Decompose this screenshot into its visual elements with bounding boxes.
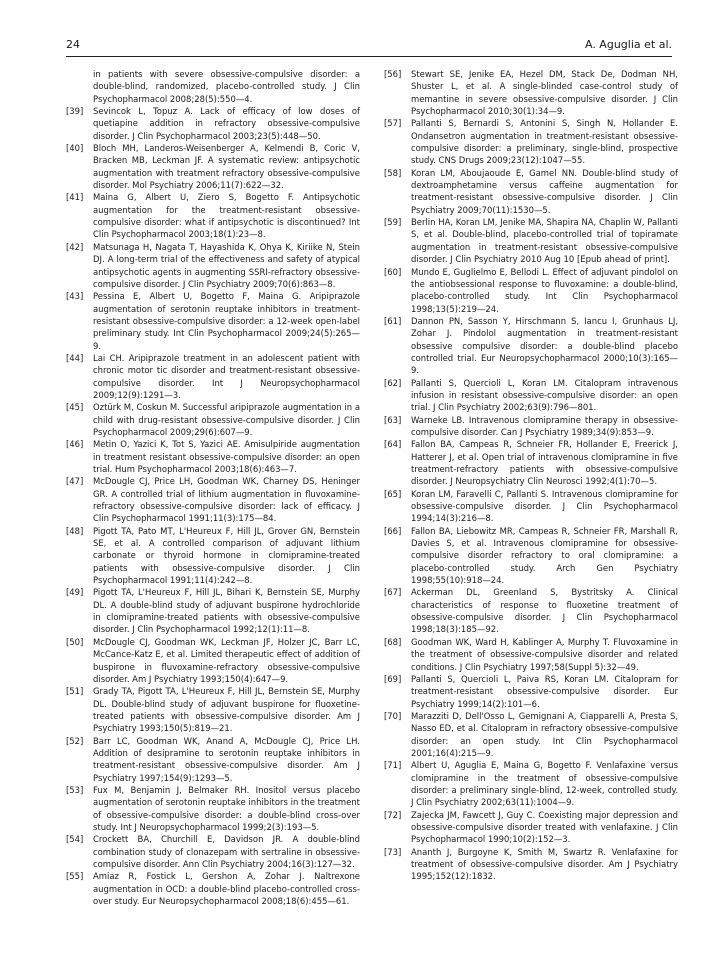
reference-text: Metin O, Yazici K, Tot S, Yazici AE. Amisulpiride augmentation in treatment resistant obsessive-compulsive disorder: an open trial. Hum Psychopharmacol 2003;18(6):463—7. bbox=[93, 439, 360, 474]
reference-entry bbox=[66, 685, 360, 734]
reference-number: [65] bbox=[384, 488, 402, 499]
reference-entry bbox=[66, 290, 360, 352]
reference-entry bbox=[66, 870, 360, 907]
reference-number: [61] bbox=[384, 315, 402, 326]
reference-entry bbox=[66, 636, 360, 685]
reference-entry bbox=[384, 809, 678, 846]
reference-text: Ananth J, Burgoyne K, Smith M, Swartz R. Venlafaxine for treatment of obsessive-compulsive disorder. Am J Psychiatry 1995;152(12):1832. bbox=[411, 846, 678, 882]
reference-text: Grady TA, Pigott TA, L'Heureux F, Hill JL, Bernstein SE, Murphy DL. Double-blind study of adjuvant buspirone for fluoxetine-treated patients with obsessive-compulsive disorder. Am J Psychiatry 1993;150(5):819—21. bbox=[93, 686, 360, 734]
reference-number: [63] bbox=[384, 414, 402, 425]
reference-text: Crockett BA, Churchill E, Davidson JR. A double-blind combination study of clonazepam with sertraline in obsessive-compulsive disorder. Ann Clin Psychiatry 2004;16(3):127—32. bbox=[93, 834, 360, 869]
reference-number: [70] bbox=[384, 710, 402, 721]
reference-entry bbox=[384, 438, 678, 487]
reference-text: in patients with severe obsessive-compulsive disorder: a double-blind, randomized, placebo-controlled study. J Clin Psychopharmacol 2008;28(5):550—4. bbox=[93, 69, 360, 104]
reference-entry bbox=[66, 525, 360, 587]
reference-text: McDougle CJ, Goodman WK, Leckman JF, Holzer JC, Barr LC, McCance-Katz E, et al. Limited therapeutic effect of addition of buspirone in fluvoxamine-refractory obsessive-compulsive disorder. Am J Psychiatry 1993;150(4):647—9. bbox=[93, 636, 360, 684]
reference-number: [66] bbox=[384, 525, 402, 536]
reference-text: Fallon BA, Liebowitz MR, Campeas R, Schneier FR, Marshall R, Davies S, et al. Intravenous clomipramine for obsessive-compulsive disorder refractory to oral clomipramine: a placebo-controlled study. Arch Gen Psychiatry 1998;55(10):918—24. bbox=[411, 525, 678, 586]
reference-entry bbox=[384, 414, 678, 439]
reference-entry bbox=[66, 105, 360, 142]
reference-number: [53] bbox=[66, 784, 84, 795]
reference-entry bbox=[66, 191, 360, 240]
reference-entry bbox=[66, 735, 360, 784]
reference-text: Stewart SE, Jenike EA, Hezel DM, Stack De, Dodman NH, Shuster L, et al. A single-blinded case-control study of memantine in severe obsessive-compulsive disorder. J Clin Psychopharmacol 2010;30(1):34—9. bbox=[411, 69, 678, 117]
reference-text: Marazziti D, Dell'Osso L, Gemignani A, Ciapparelli A, Presta S, Nasso ED, et al. Citalopram in refractory obsessive-compulsive disorder: an open study. Int Clin Psychopharmacol 2001;16(4):215—9. bbox=[411, 710, 678, 758]
left-reference-column bbox=[66, 68, 360, 907]
reference-entry bbox=[384, 846, 678, 883]
reference-number: [58] bbox=[384, 167, 402, 178]
reference-entry bbox=[66, 833, 360, 870]
reference-text: Dannon PN, Sasson Y, Hirschmann S, Iancu I, Grunhaus LJ, Zohar J. Pindolol augmentation in treatment-resistant obsessive compulsive disorder: a double-blind placebo controlled trial. Eur Neuropsychopharmacol 2000;10(3):165—9. bbox=[411, 315, 678, 376]
reference-entry bbox=[384, 525, 678, 587]
reference-entry bbox=[66, 586, 360, 635]
reference-number: [72] bbox=[384, 809, 402, 820]
reference-number: [73] bbox=[384, 846, 402, 857]
reference-number: [68] bbox=[384, 636, 402, 647]
reference-entry bbox=[66, 68, 360, 105]
reference-entry bbox=[66, 142, 360, 191]
reference-text: Zajecka JM, Fawcett J, Guy C. Coexisting major depression and obsessive-compulsive disorder treated with venlafaxine. J Clin Psychopharmacol 1990;10(2):152—3. bbox=[411, 809, 678, 845]
right-reference-column bbox=[384, 68, 678, 883]
header-rule bbox=[66, 56, 672, 57]
reference-text: Ackerman DL, Greenland S, Bystritsky A. Clinical characteristics of response to fluoxetine treatment of obsessive-compulsive disorder. J Clin Psychopharmacol 1998;18(3):185—92. bbox=[411, 587, 678, 635]
reference-number: [71] bbox=[384, 760, 402, 771]
reference-text: Berlin HA, Koran LM, Jenike MA, Shapira NA, Chaplin W, Pallanti S, et al. Double-blind, placebo-controlled trial of topiramate augmentation in treatment-resistant obsessive-compulsive disorder. J Clin Psychiatry 2010 Aug 10 [Epub ahead of print]. bbox=[411, 217, 678, 265]
reference-text: Maina G, Albert U, Ziero S, Bogetto F. Antipsychotic augmentation for the treatment-resistant obsessive-compulsive disorder: what if antipsychotic is discontinued? Int Clin Psychopharmacol 2003;18(1):23—8. bbox=[93, 192, 360, 240]
reference-number: [59] bbox=[384, 217, 402, 228]
reference-text: Oztürk M, Coskun M. Successful aripiprazole augmentation in a child with drug-resistant obsessive-compulsive disorder. J Clin Psychopharmacol 2009;29(6):607—9. bbox=[93, 402, 360, 437]
reference-number: [43] bbox=[66, 291, 84, 302]
reference-entry bbox=[384, 167, 678, 216]
running-author: A. Aguglia et al. bbox=[584, 38, 672, 51]
reference-text: Pallanti S, Quercioli L, Paiva RS, Koran LM. Citalopram for treatment-resistant obsessive-compulsive disorder. Eur Psychiatry 1999;14(2):101—6. bbox=[411, 673, 678, 709]
reference-entry bbox=[66, 241, 360, 290]
reference-number: [57] bbox=[384, 118, 402, 129]
reference-text: Fux M, Benjamin J, Belmaker RH. Inositol versus placebo augmentation of serotonin reuptake inhibitors in the treatment of obsessive-compulsive disorder: a double-blind cross-over study. Int J Neuropsychopharmacol 1999;2(3):193—5. bbox=[93, 784, 360, 832]
reference-entry bbox=[66, 475, 360, 524]
reference-text: Fallon BA, Campeas R, Schneier FR, Hollander E, Freerick J, Hatterer J, et al. Open trial of intravenous clomipramine in five treatment-refractory patients with obsessive-compulsive disorder. J Neuropsychiatry Clin Neurosci 1992;4(1):70—5. bbox=[411, 439, 678, 487]
page-number: 24 bbox=[66, 38, 80, 51]
reference-number: [64] bbox=[384, 439, 402, 450]
reference-text: McDougle CJ, Price LH, Goodman WK, Charney DS, Heninger GR. A controlled trial of lithium augmentation in fluvoxamine-refractory obsessive-compulsive disorder: lack of efficacy. J Clin Psychopharmacol 1991;11(3):175—84. bbox=[93, 476, 360, 524]
reference-number: [49] bbox=[66, 587, 84, 598]
reference-text: Pessina E, Albert U, Bogetto F, Maina G. Aripiprazole augmentation of serotonin reuptake inhibitors in treatment-resistant obsessive-compulsive disorder: a 12-week open-label preliminary study. Int Clin Psychopharmacol 2009;24(5):265—9. bbox=[93, 291, 360, 351]
reference-text: Koran LM, Faravelli C, Pallanti S. Intravenous clomipramine for obsessive-compulsive disorder. J Clin Psychopharmacol 1994;14(3):216—8. bbox=[411, 488, 678, 524]
reference-text: Pallanti S, Bernardi S, Antonini S, Singh N, Hollander E. Ondansetron augmentation in treatment-resistant obsessive-compulsive disorder: a preliminary, single-blind, prospective study. CNS Drugs 2009;23(12):1047—55. bbox=[411, 118, 678, 166]
reference-number: [48] bbox=[66, 525, 84, 536]
reference-entry bbox=[384, 636, 678, 673]
reference-text: Mundo E, Guglielmo E, Bellodi L. Effect of adjuvant pindolol on the antiobsessional response to fluvoxamine: a double-blind, placebo-controlled study. Int Clin Psychopharmacol 1998;13(5):219—24. bbox=[411, 266, 678, 314]
reference-entry bbox=[66, 784, 360, 833]
reference-number: [69] bbox=[384, 673, 402, 684]
reference-text: Koran LM, Aboujaoude E, Gamel NN. Double-blind study of dextroamphetamine versus caffeine augmentation for treatment-resistant obsessive-compulsive disorder. J Clin Psychiatry 2009;70(11):1530—5. bbox=[411, 167, 678, 215]
reference-text: Warneke LB. Intravenous clomipramine therapy in obsessive-compulsive disorder. Can J Psychiatry 1989;34(9):853—9. bbox=[411, 414, 678, 437]
reference-text: Lai CH. Aripiprazole treatment in an adolescent patient with chronic motor tic disorder and treatment-resistant obsessive-compulsive disorder. Int J Neuropsychopharmacol 2009;12(9):1291—3. bbox=[93, 352, 360, 400]
reference-number: [47] bbox=[66, 476, 84, 487]
reference-number: [52] bbox=[66, 735, 84, 746]
reference-entry bbox=[384, 216, 678, 265]
reference-text: Amiaz R, Fostick L, Gershon A, Zohar J. Naltrexone augmentation in OCD: a double-blind placebo-controlled cross-over study. Eur Neuropsychopharmacol 2008;18(6):455—61. bbox=[93, 871, 360, 907]
reference-entry bbox=[384, 673, 678, 710]
reference-number: [44] bbox=[66, 352, 84, 363]
reference-entry bbox=[384, 759, 678, 808]
reference-number: [55] bbox=[66, 871, 84, 882]
reference-number: [67] bbox=[384, 587, 402, 598]
reference-entry bbox=[384, 488, 678, 525]
reference-number: [50] bbox=[66, 636, 84, 647]
reference-text: Albert U, Aguglia E, Maina G, Bogetto F. Venlafaxine versus clomipramine in the treatment of obsessive-compulsive disorder: a preliminary single-blind, 12-week, controlled study. J Clin Psychiatry 2002;63(11):1004—9. bbox=[411, 760, 678, 808]
reference-number: [54] bbox=[66, 834, 84, 845]
reference-text: Pigott TA, L'Heureux F, Hill JL, Bihari K, Bernstein SE, Murphy DL. A double-blind study of adjuvant buspirone hydrochloride in clomipramine-treated patients with obsessive-compulsive disorder. J Clin Psychopharmacol 1992;12(1):11—8. bbox=[93, 587, 360, 635]
reference-number: [62] bbox=[384, 377, 402, 388]
reference-text: Goodman WK, Ward H, Kablinger A, Murphy T. Fluvoxamine in the treatment of obsessive-compulsive disorder and related conditions. J Clin Psychiatry 1997;58(Suppl 5):32—49. bbox=[411, 636, 678, 672]
reference-text: Pigott TA, Pato MT, L'Heureux F, Hill JL, Grover GN, Bernstein SE, et al. A controlled comparison of adjuvant lithium carbonate or thyroid hormone in clomipramine-treated patients with obsessive-compulsive disorder. J Clin Psychopharmacol 1991;11(4):242—8. bbox=[93, 525, 360, 586]
reference-number: [40] bbox=[66, 143, 84, 154]
reference-entry bbox=[66, 352, 360, 401]
reference-entry bbox=[66, 438, 360, 475]
reference-number: [41] bbox=[66, 192, 84, 203]
reference-number: [39] bbox=[66, 106, 84, 117]
reference-number: [42] bbox=[66, 241, 84, 252]
reference-text: Matsunaga H, Nagata T, Hayashida K, Ohya K, Kiriike N, Stein DJ. A long-term trial of the effectiveness and safety of atypical antipsychotic agents in augmenting SSRI-refractory obsessive-compulsive disorder. J Clin Psychiatry 2009;70(6):863—8. bbox=[93, 241, 360, 289]
reference-entry bbox=[384, 315, 678, 377]
reference-entry bbox=[66, 401, 360, 438]
reference-number: [46] bbox=[66, 439, 84, 450]
reference-number: [56] bbox=[384, 69, 402, 79]
reference-text: Sevincok L, Topuz A. Lack of efficacy of low doses of quetiapine addition in refractory obsessive-compulsive disorder. J Clin Psychopharmacol 2003;23(5):448—50. bbox=[93, 106, 360, 141]
reference-entry bbox=[384, 377, 678, 414]
reference-number: [45] bbox=[66, 402, 84, 413]
reference-entry bbox=[384, 266, 678, 315]
reference-entry bbox=[384, 68, 678, 117]
reference-number: [60] bbox=[384, 266, 402, 277]
reference-text: Bloch MH, Landeros-Weisenberger A, Kelmendi B, Coric V, Bracken MB, Leckman JF. A systematic review: antipsychotic augmentation with treatment refractory obsessive-compulsive disorder. Mol Psychiatry 2006;11(7):622—32. bbox=[93, 143, 360, 191]
reference-text: Pallanti S, Quercioli L, Koran LM. Citalopram intravenous infusion in resistant obsessive-compulsive disorder: an open trial. J Clin Psychiatry 2002;63(9):796—801. bbox=[411, 377, 678, 413]
reference-entry bbox=[384, 586, 678, 635]
running-header bbox=[66, 38, 672, 54]
reference-entry bbox=[384, 710, 678, 759]
reference-text: Barr LC, Goodman WK, Anand A, McDougle CJ, Price LH. Addition of desipramine to serotonin reuptake inhibitors in treatment-resistant obsessive-compulsive disorder. Am J Psychiatry 1997;154(9):1293—5. bbox=[93, 735, 360, 783]
reference-entry bbox=[384, 117, 678, 166]
reference-number: [51] bbox=[66, 686, 84, 697]
